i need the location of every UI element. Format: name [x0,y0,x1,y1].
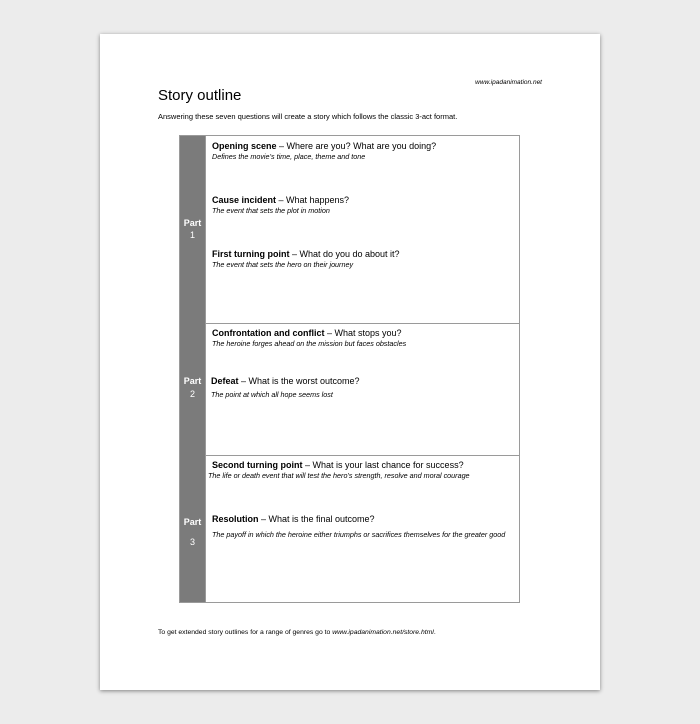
part-number: 1 [189,230,195,240]
question-opening-scene [212,141,513,162]
question-description: The heroine forges ahead on the mission but faces obstacles [212,339,407,348]
question-text: – What is the final outcome? [258,514,375,524]
footer-end: . [433,629,436,636]
question-heading: Opening scene [212,141,277,151]
question-text: – What stops you? [324,328,402,338]
document-page [100,34,600,690]
question-defeat [211,376,513,400]
question-heading: Resolution [212,514,259,524]
question-confrontation [212,328,513,349]
question-heading: Cause incident [212,195,277,205]
question-text: – What is your last chance for success? [302,460,464,470]
question-heading: Defeat [211,376,239,386]
question-description: The payoff in which the heroine either triumphs or sacrifices themselves for the greater good [212,530,506,539]
question-heading: First turning point [212,249,290,259]
part-1-row [180,136,519,324]
question-text: – What is the worst outcome? [238,376,360,386]
part-label-text: Part [183,517,202,527]
part-3-label [180,455,205,602]
intro-text: Answering these seven questions will create a story which follows the classic 3-act format. [158,112,458,121]
site-url: www.ipadanimation.net [475,79,542,86]
question-heading: Second turning point [212,460,303,470]
question-second-turning-point [208,460,513,481]
question-description: The event that sets the hero on their journey [212,260,354,269]
page-title: Story outline [158,87,242,104]
footer-note [158,629,436,636]
question-text: – What do you do about it? [289,249,400,259]
part-label-text: Part [183,218,202,228]
part-2-row [180,323,519,456]
part-1-label [180,136,205,323]
question-text: – Where are you? What are you doing? [276,141,437,151]
question-description: The life or death event that will test the hero’s strength, resolve and moral courage [208,471,470,480]
part-number: 3 [189,537,195,547]
question-text: – What happens? [276,195,350,205]
question-description: The point at which all hope seems lost [211,390,333,399]
footer-text: To get extended story outlines for a range of genres go to [158,629,333,636]
question-first-turning-point [212,249,513,270]
store-link[interactable]: www.ipadanimation.net/store.html [332,629,434,636]
question-description: The event that sets the plot in motion [212,206,330,215]
part-number: 2 [189,389,195,399]
part-1-content [205,136,519,323]
question-description: Defines the movie’s time, place, theme and tone [212,152,366,161]
question-heading: Confrontation and conflict [212,328,325,338]
part-2-label [180,323,205,455]
part-3-row [180,455,519,602]
part-2-content [205,323,519,455]
part-3-content [205,455,519,602]
part-label-text: Part [183,376,202,386]
story-outline-table [179,135,520,603]
question-cause-incident [212,195,513,216]
question-resolution [212,514,513,540]
